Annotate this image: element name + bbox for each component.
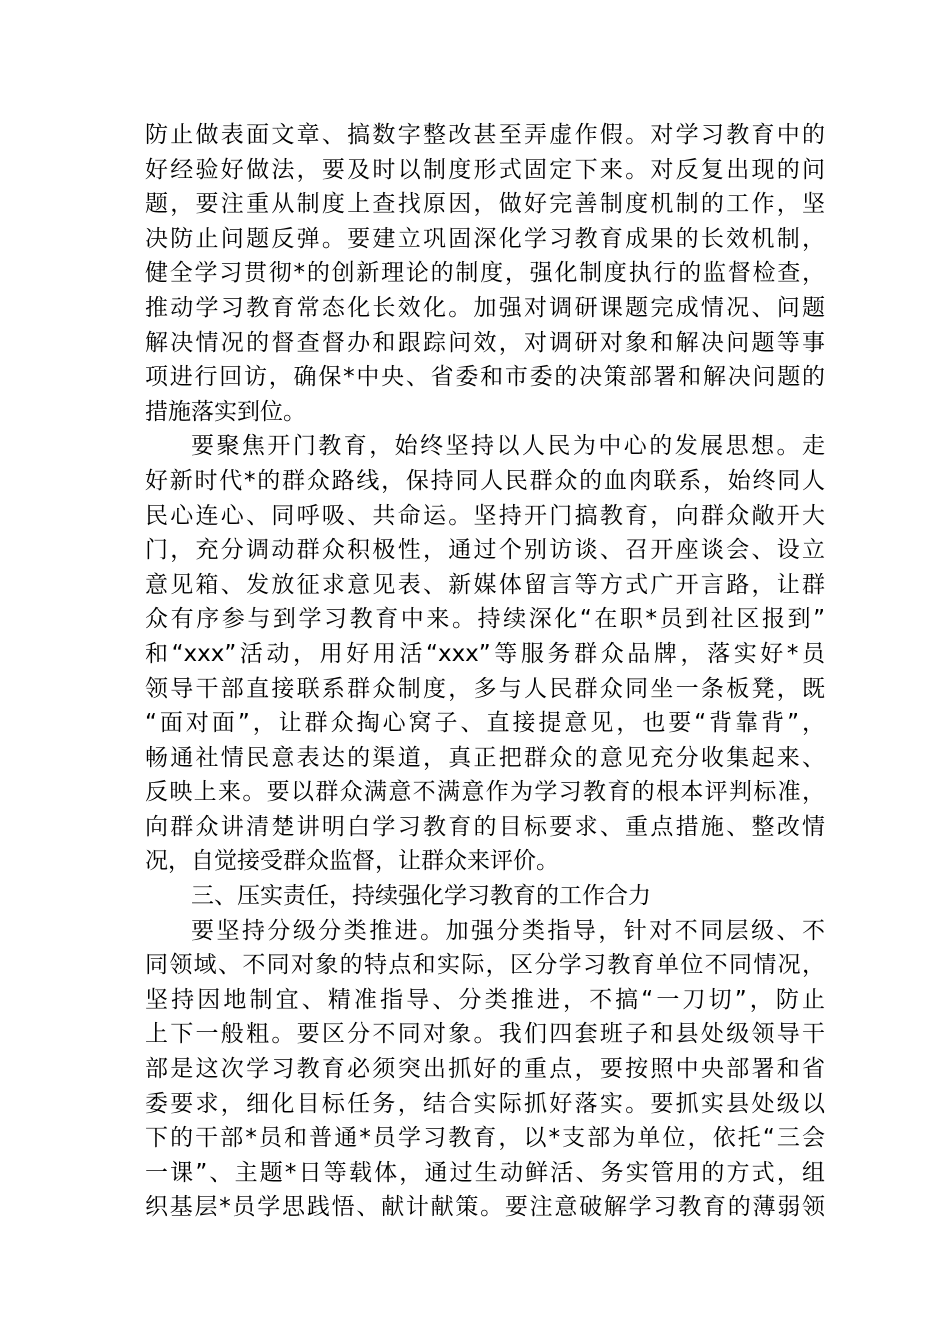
text-line: 畅通社情民意表达的渠道，真正把群众的意见充分收集起来、 (145, 744, 825, 771)
text-line: 部是这次学习教育必须突出抓好的重点，要按照中央部署和省 (145, 1056, 825, 1083)
text-line: 健全学习贯彻*的创新理论的制度，强化制度执行的监督检查， (145, 260, 825, 287)
text-line: 织基层*员学思践悟、献计献策。要注意破解学习教育的薄弱领 (145, 1194, 825, 1221)
text-line: 众有序参与到学习教育中来。持续深化“在职*员到社区报到” (145, 606, 825, 633)
text-line: 意见箱、发放征求意见表、新媒体留言等方式广开言路，让群 (145, 571, 825, 598)
text-line: “面对面”，让群众掏心窝子、直接提意见，也要“背靠背”， (145, 710, 825, 737)
text-line: 一课”、主题*日等载体，通过生动鲜活、务实管用的方式，组 (145, 1159, 825, 1186)
text-line: 下的干部*员和普通*员学习教育，以*支部为单位，依托“三会 (145, 1125, 825, 1152)
text-line: 反映上来。要以群众满意不满意作为学习教育的根本评判标准， (145, 779, 825, 806)
text-line: 上下一般粗。要区分不同对象。我们四套班子和县处级领导干 (145, 1021, 825, 1048)
text-line: 好经验好做法，要及时以制度形式固定下来。对反复出现的问 (145, 156, 825, 183)
text-line: 领导干部直接联系群众制度，多与人民群众同坐一条板凳，既 (145, 675, 825, 702)
text-line: 民心连心、同呼吸、共命运。坚持开门搞教育，向群众敞开大 (145, 502, 825, 529)
text-line: 防止做表面文章、搞数字整改甚至弄虚作假。对学习教育中的 (145, 122, 825, 148)
text-line: 门，充分调动群众积极性，通过个别访谈、召开座谈会、设立 (145, 537, 825, 564)
text-line: 同领域、不同对象的特点和实际，区分学习教育单位不同情况， (145, 952, 825, 979)
text-line: 要坚持分级分类推进。加强分类指导，针对不同层级、不 (191, 917, 825, 944)
text-line: 措施落实到位。 (145, 398, 306, 425)
text-line: 委要求，细化目标任务，结合实际抓好落实。要抓实县处级以 (145, 1090, 825, 1117)
text-line: 推动学习教育常态化长效化。加强对调研课题完成情况、问题 (145, 294, 825, 321)
text-line: 况，自觉接受群众监督，让群众来评价。 (145, 848, 559, 875)
text-line: 坚持因地制宜、精准指导、分类推进，不搞“一刀切”，防止 (145, 986, 825, 1013)
text-line: 向群众讲清楚讲明白学习教育的目标要求、重点措施、整改情 (145, 813, 825, 840)
text-line: 决防止问题反弹。要建立巩固深化学习教育成果的长效机制， (145, 225, 825, 252)
text-line: 好新时代*的群众路线，保持同人民群众的血肉联系，始终同人 (145, 467, 825, 494)
text-line: 和“xxx”活动，用好用活“xxx”等服务群众品牌，落实好*员 (145, 640, 825, 667)
text-line: 三、压实责任，持续强化学习教育的工作合力 (191, 883, 651, 910)
text-line: 要聚焦开门教育，始终坚持以人民为中心的发展思想。走 (191, 433, 825, 460)
text-line: 题，要注重从制度上查找原因，做好完善制度机制的工作，坚 (145, 191, 825, 218)
document-body (145, 118, 825, 1225)
text-line: 项进行回访，确保*中央、省委和市委的决策部署和解决问题的 (145, 364, 825, 391)
text-line: 解决情况的督查督办和跟踪问效，对调研对象和解决问题等事 (145, 329, 825, 356)
